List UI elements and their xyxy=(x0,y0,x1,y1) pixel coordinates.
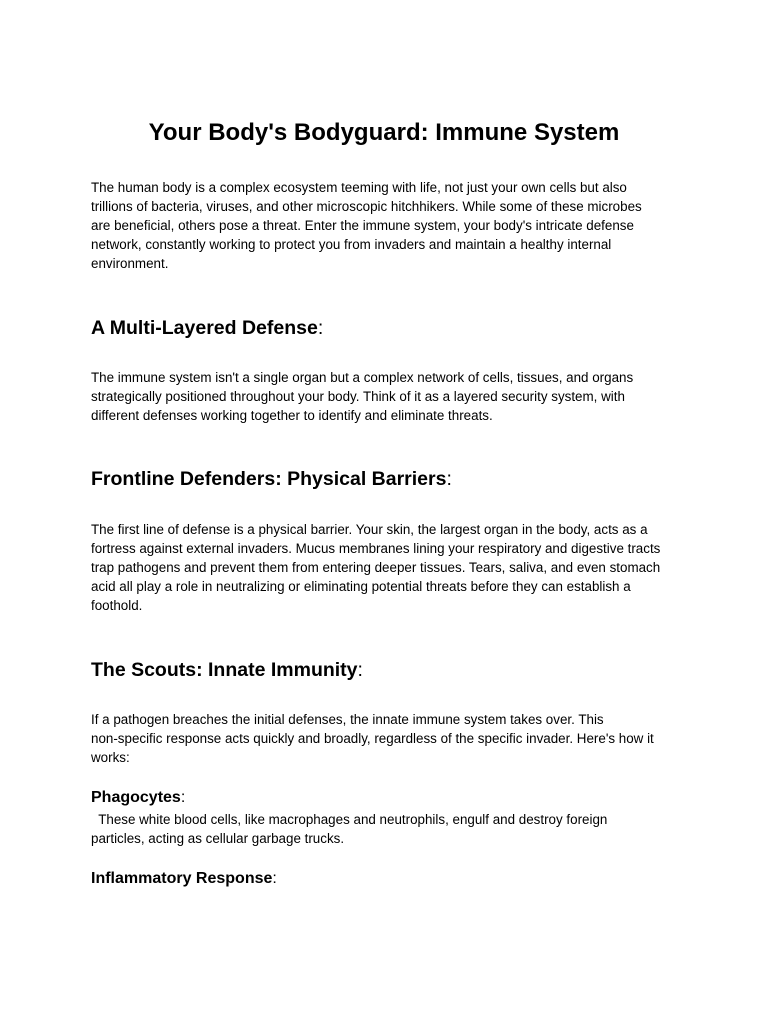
text-line: network, constantly working to protect you from invaders and maintain a healthy internal xyxy=(91,237,612,252)
text-line: foothold. xyxy=(91,598,143,613)
intro-paragraph xyxy=(91,178,691,273)
document-title: Your Body's Bodyguard: Immune System xyxy=(148,119,620,146)
section-heading-innate-immunity xyxy=(91,657,363,683)
text-line: fortress against external invaders. Mucus membranes lining your respiratory and digestive tracts xyxy=(91,541,661,556)
text-line: works: xyxy=(91,750,130,765)
section-heading-physical-barriers xyxy=(91,466,452,492)
phagocytes-paragraph xyxy=(91,810,691,848)
heading-colon: : xyxy=(357,659,363,681)
text-line: The first line of defense is a physical barrier. Your skin, the largest organ in the body, acts as a xyxy=(91,522,648,537)
heading-colon: : xyxy=(272,870,277,887)
text-line: trillions of bacteria, viruses, and other microscopic hitchhikers. While some of these microbes xyxy=(91,199,642,214)
section-heading-text: The Scouts: Innate Immunity xyxy=(91,659,358,681)
text-line: The immune system isn't a single organ but a complex network of cells, tissues, and organs xyxy=(91,370,634,385)
text-line: strategically positioned throughout your body. Think of it as a layered security system, with xyxy=(91,389,625,404)
text-line: If a pathogen breaches the initial defenses, the innate immune system takes over. This xyxy=(91,712,604,727)
text-line: environment. xyxy=(91,256,169,271)
section-heading-text: A Multi-Layered Defense xyxy=(91,317,318,339)
section-heading-multi-layered-defense xyxy=(91,315,323,341)
text-line: acid all play a role in neutralizing or eliminating potential threats before they can establish a xyxy=(91,579,631,594)
multi-layered-defense-paragraph xyxy=(91,368,691,425)
text-line: particles, acting as cellular garbage trucks. xyxy=(91,831,345,846)
subsection-heading-text: Inflammatory Response xyxy=(91,870,273,887)
physical-barriers-paragraph xyxy=(91,520,691,615)
text-line: The human body is a complex ecosystem teeming with life, not just your own cells but also xyxy=(91,180,627,195)
text-line: trap pathogens and prevent them from entering deeper tissues. Tears, saliva, and even stomach xyxy=(91,560,661,575)
text-line: These white blood cells, like macrophages and neutrophils, engulf and destroy foreign xyxy=(91,812,608,827)
text-line: non-specific response acts quickly and broadly, regardless of the specific invader. Here's how it xyxy=(91,731,654,746)
text-line: different defenses working together to identify and eliminate threats. xyxy=(91,408,493,423)
heading-colon: : xyxy=(317,317,324,339)
subsection-heading-text: Phagocytes xyxy=(91,789,181,806)
heading-colon: : xyxy=(180,789,186,806)
subsection-heading-inflammatory-response xyxy=(91,868,277,890)
text-line: are beneficial, others pose a threat. Enter the immune system, your body's intricate defense xyxy=(91,218,634,233)
heading-colon: : xyxy=(446,468,452,490)
subsection-heading-phagocytes xyxy=(91,787,185,809)
innate-immunity-paragraph xyxy=(91,710,691,767)
section-heading-text: Frontline Defenders: Physical Barriers xyxy=(91,468,447,490)
